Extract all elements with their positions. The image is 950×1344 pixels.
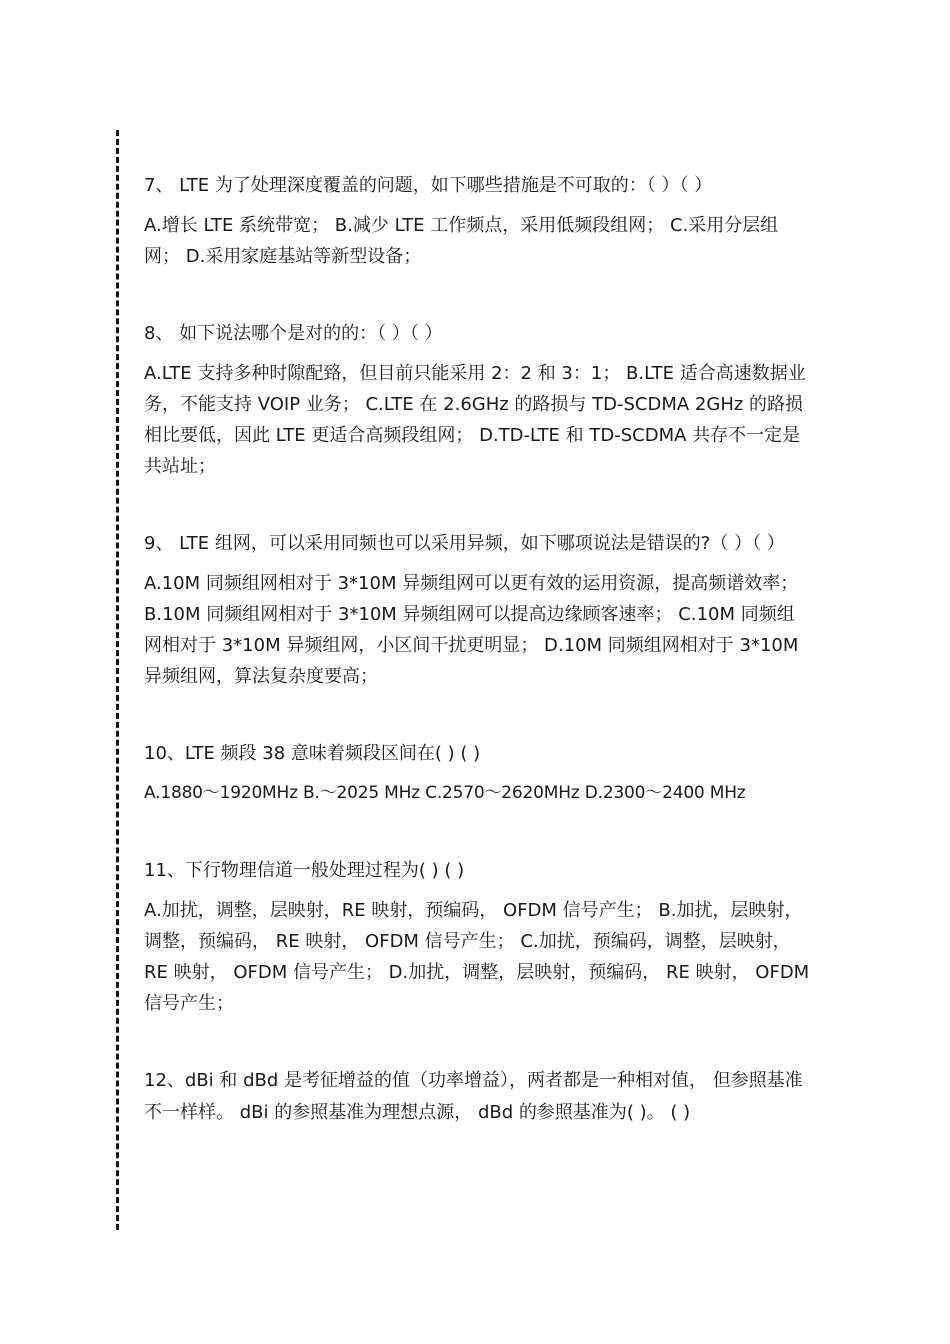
question-12 [144,1065,810,1129]
question-list [144,170,815,1175]
binding-margin-line [116,130,119,1230]
question-10 [144,738,810,809]
question-options: A.增长 LTE 系统带宽； B.减少 LTE 工作频点，采用低频段组网； C.采用分层组网； D.采用家庭基站等新型设备； [144,215,779,267]
question-9 [144,528,810,692]
question-11 [144,855,815,1019]
question-8 [144,318,810,482]
question-stem: 8、 如下说法哪个是对的的：（ ）（ ） [144,323,443,344]
question-options: A.LTE 支持多种时隙配臵，但目前只能采用 2：2 和 3：1； B.LTE 适合高速数据业务，不能支持 VOIP 业务； C.LTE 在 2.6GHz 的路损与 TD-SCDMA 2GHz 的路损相比要低，因此 LTE 更适合高频段组网； D.TD-LTE 和 TD-SCDMA 共存不一定是共站址； [144,363,806,477]
question-options: A.加扰，调整，层映射，RE 映射，预编码， OFDM 信号产生； B.加扰，层映射，调整，预编码， RE 映射， OFDM 信号产生； C.加扰，预编码，调整，层映射， RE 映射， OFDM 信号产生； D.加扰，调整，层映射，预编码， RE 映射， OFDM 信号产生； [144,900,815,1014]
question-options: A.10M 同频组网相对于 3*10M 异频组网可以更有效的运用资源，提高频谱效率； B.10M 同频组网相对于 3*10M 异频组网可以提高边缘顾客速率； C.10M 同频组网相对于 3*10M 异频组网，小区间干扰更明显； D.10M 同频组网相对于 3*10M 异频组网，算法复杂度要高； [144,573,805,687]
question-7 [144,170,810,272]
question-options: A.1880～1920MHz B.～2025 MHz C.2570～2620MHz D.2300～2400 MHz [144,783,746,803]
question-stem: 11、下行物理信道一般处理过程为( ) ( ) [144,860,465,881]
question-stem: 9、 LTE 组网，可以采用同频也可以采用异频，如下哪项说法是错误的?（ ）（ ） [144,533,785,554]
question-stem: 12、dBi 和 dBd 是考征增益的值（功率增益），两者都是一种相对值， 但参照基准 不一样样。 dBi 的参照基准为理想点源， dBd 的参照基准为( )。 ( ) [144,1070,809,1123]
question-stem: 7、 LTE 为了处理深度覆盖的问题，如下哪些措施是不可取的：（ ）（ ） [144,175,713,196]
question-stem: 10、LTE 频段 38 意味着频段区间在( ) ( ) [144,743,481,764]
